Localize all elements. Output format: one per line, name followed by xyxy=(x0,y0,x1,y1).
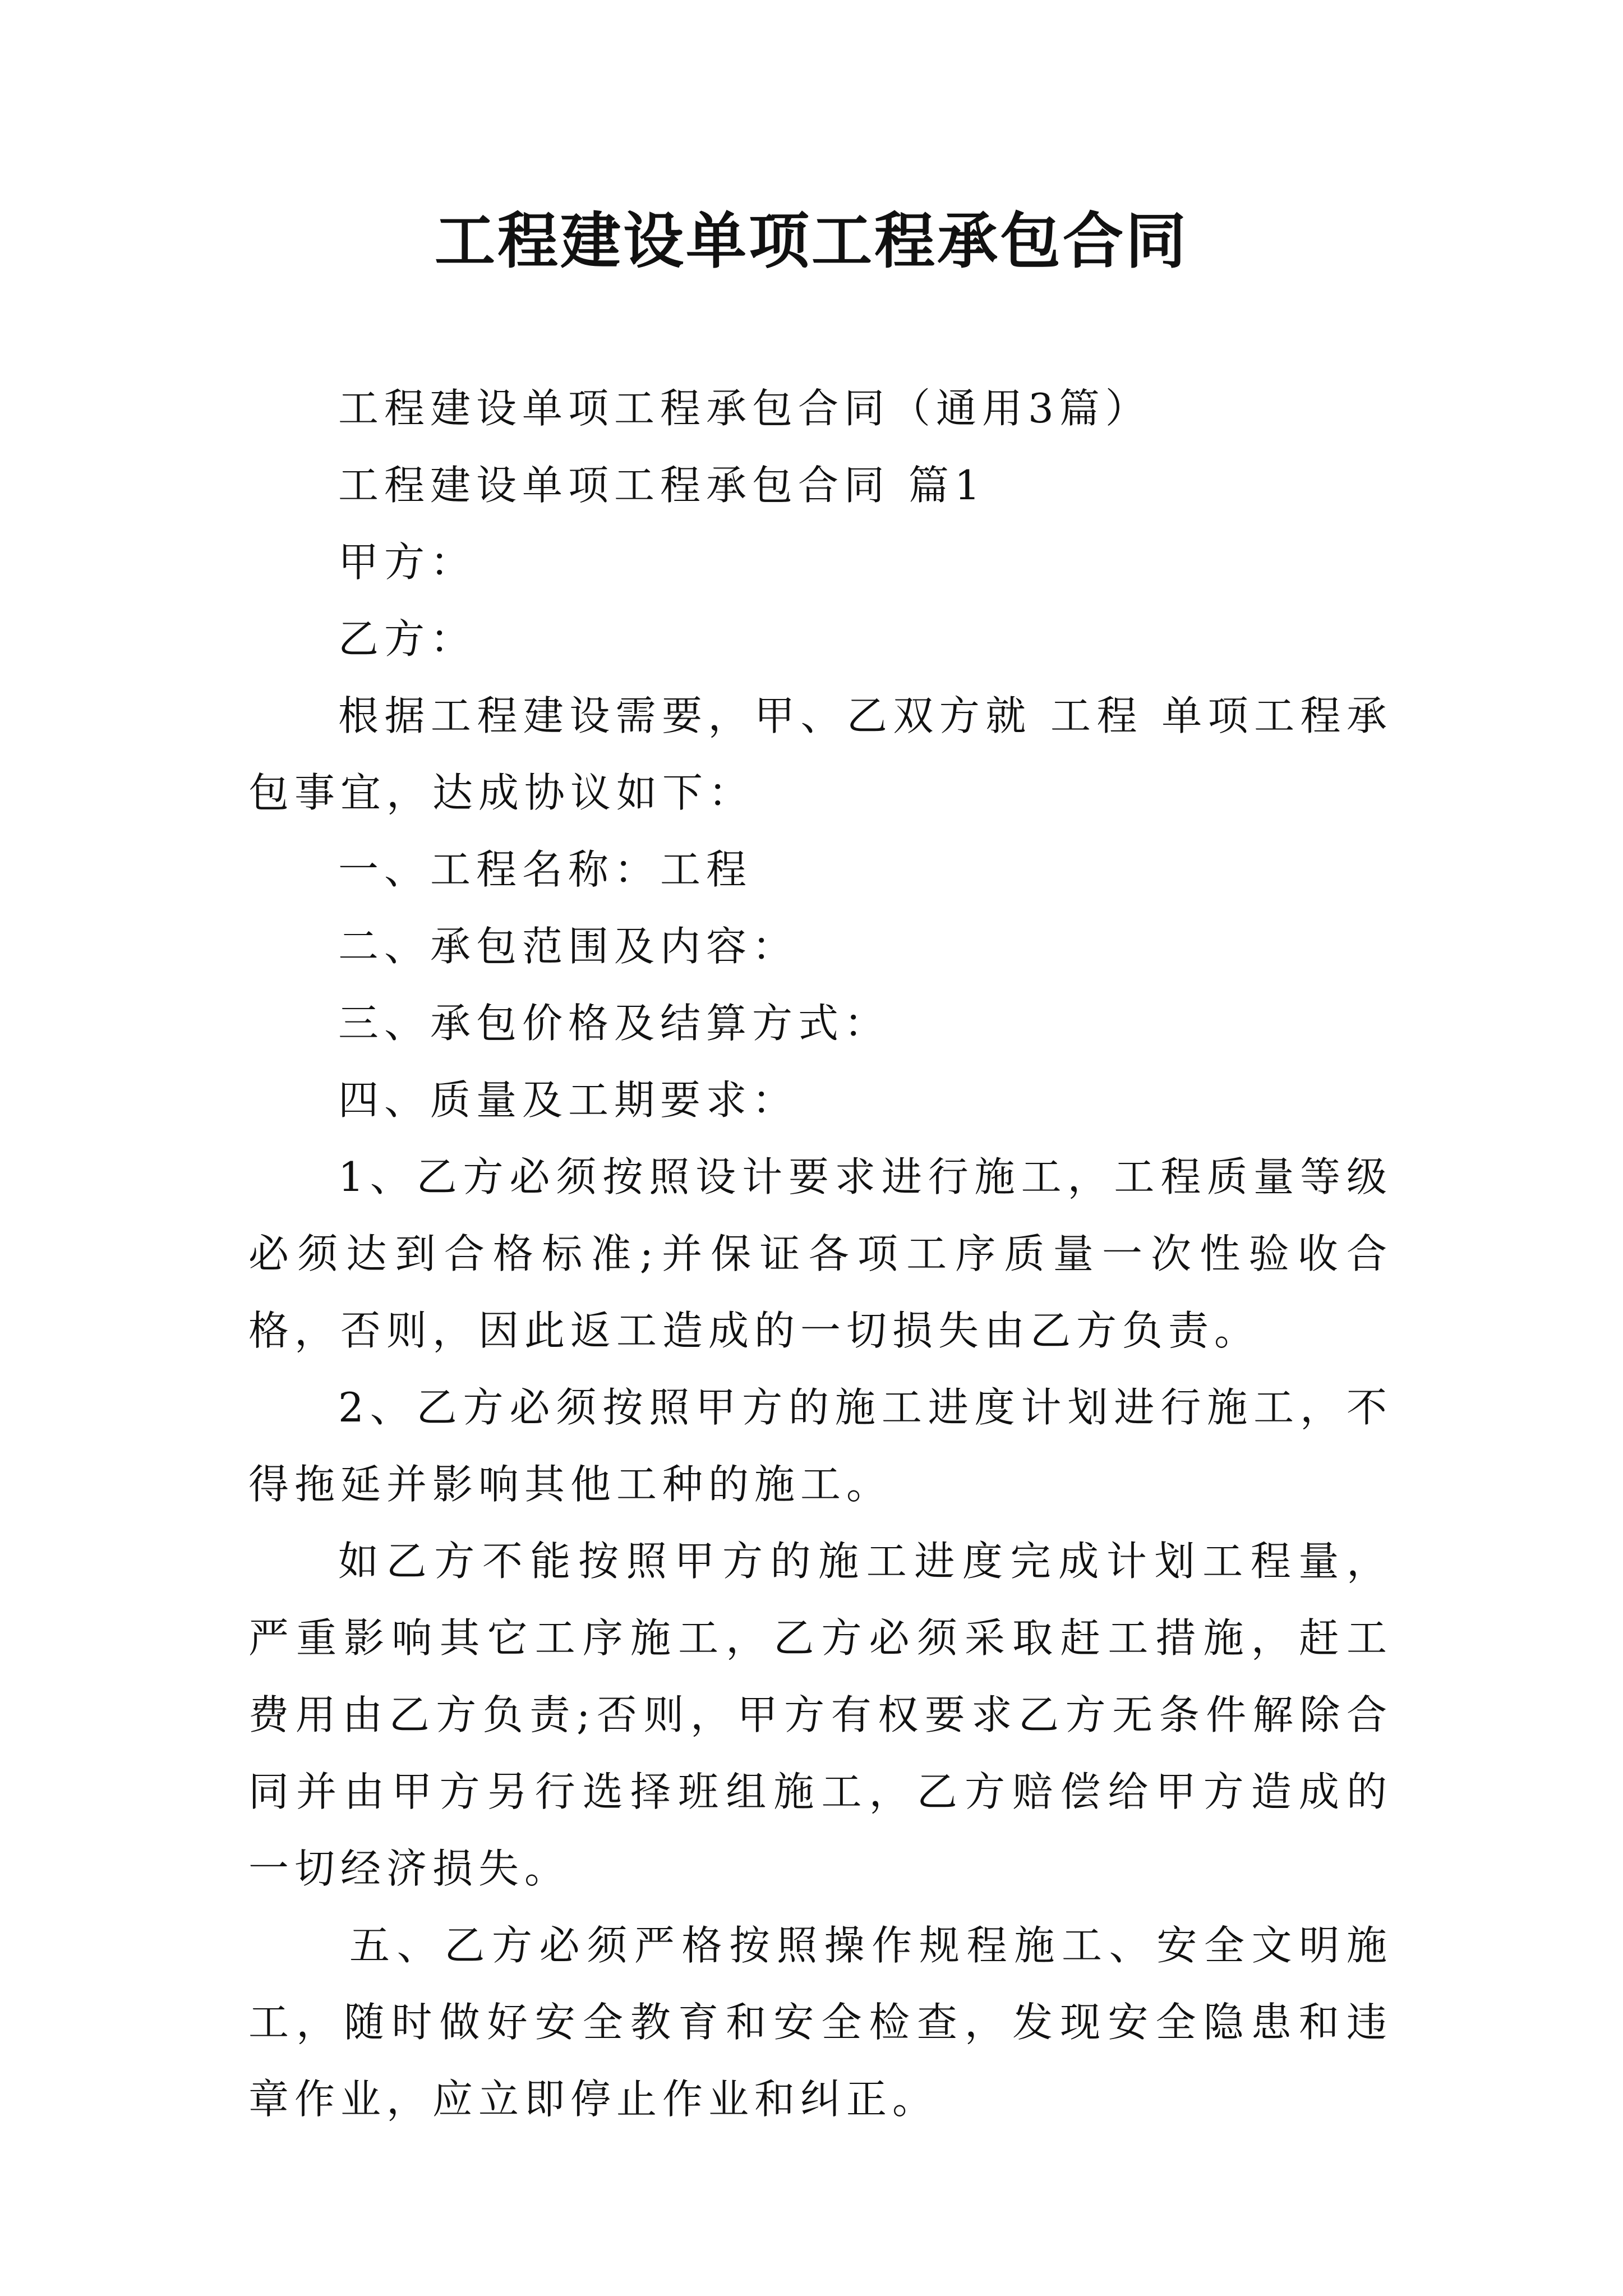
paragraph-item-2-detail: 如乙方不能按照甲方的施工进度完成计划工程量，严重影响其它工序施工，乙方必须采取赶工措施，赶工费用由乙方负责;否则，甲方有权要求乙方无条件解除合同并由甲方另行选择班组施工，乙方赔偿给甲方造成的一切经济损失。 xyxy=(248,1538,1393,1892)
paragraph-clause-2: 二、承包范围及内容： xyxy=(338,923,799,970)
paragraph-item-2: 2、乙方必须按照甲方的施工进度计划进行施工，不得拖延并影响其他工种的施工。 xyxy=(248,1384,1393,1508)
paragraph-section-heading: 工程建设单项工程承包合同 篇1 xyxy=(338,462,986,509)
paragraph-party-a: 甲方： xyxy=(338,539,477,586)
paragraph-subtitle: 工程建设单项工程承包合同（通用3篇） xyxy=(338,385,1151,432)
paragraph-clause-5: 五、乙方必须严格按照操作规程施工、安全文明施工，随时做好安全教育和安全检查，发现安全隐患和违章作业，应立即停止作业和纠正。 xyxy=(248,1922,1393,2123)
paragraph-clause-4: 四、质量及工期要求： xyxy=(338,1076,799,1124)
paragraph-item-1: 1、乙方必须按照设计要求进行施工，工程质量等级必须达到合格标准;并保证各项工序质量一次性验收合格，否则，因此返工造成的一切损失由乙方负责。 xyxy=(248,1153,1393,1354)
paragraph-clause-1: 一、工程名称：工程 xyxy=(338,846,753,893)
paragraph-party-b: 乙方： xyxy=(338,615,477,662)
paragraph-preamble: 根据工程建设需要，甲、乙双方就 工程 单项工程承包事宜，达成协议如下： xyxy=(248,692,1393,816)
document-body xyxy=(248,370,1393,2138)
document-title: 工程建设单项工程承包合同 xyxy=(434,206,1188,277)
paragraph-clause-3: 三、承包价格及结算方式： xyxy=(338,1000,891,1047)
